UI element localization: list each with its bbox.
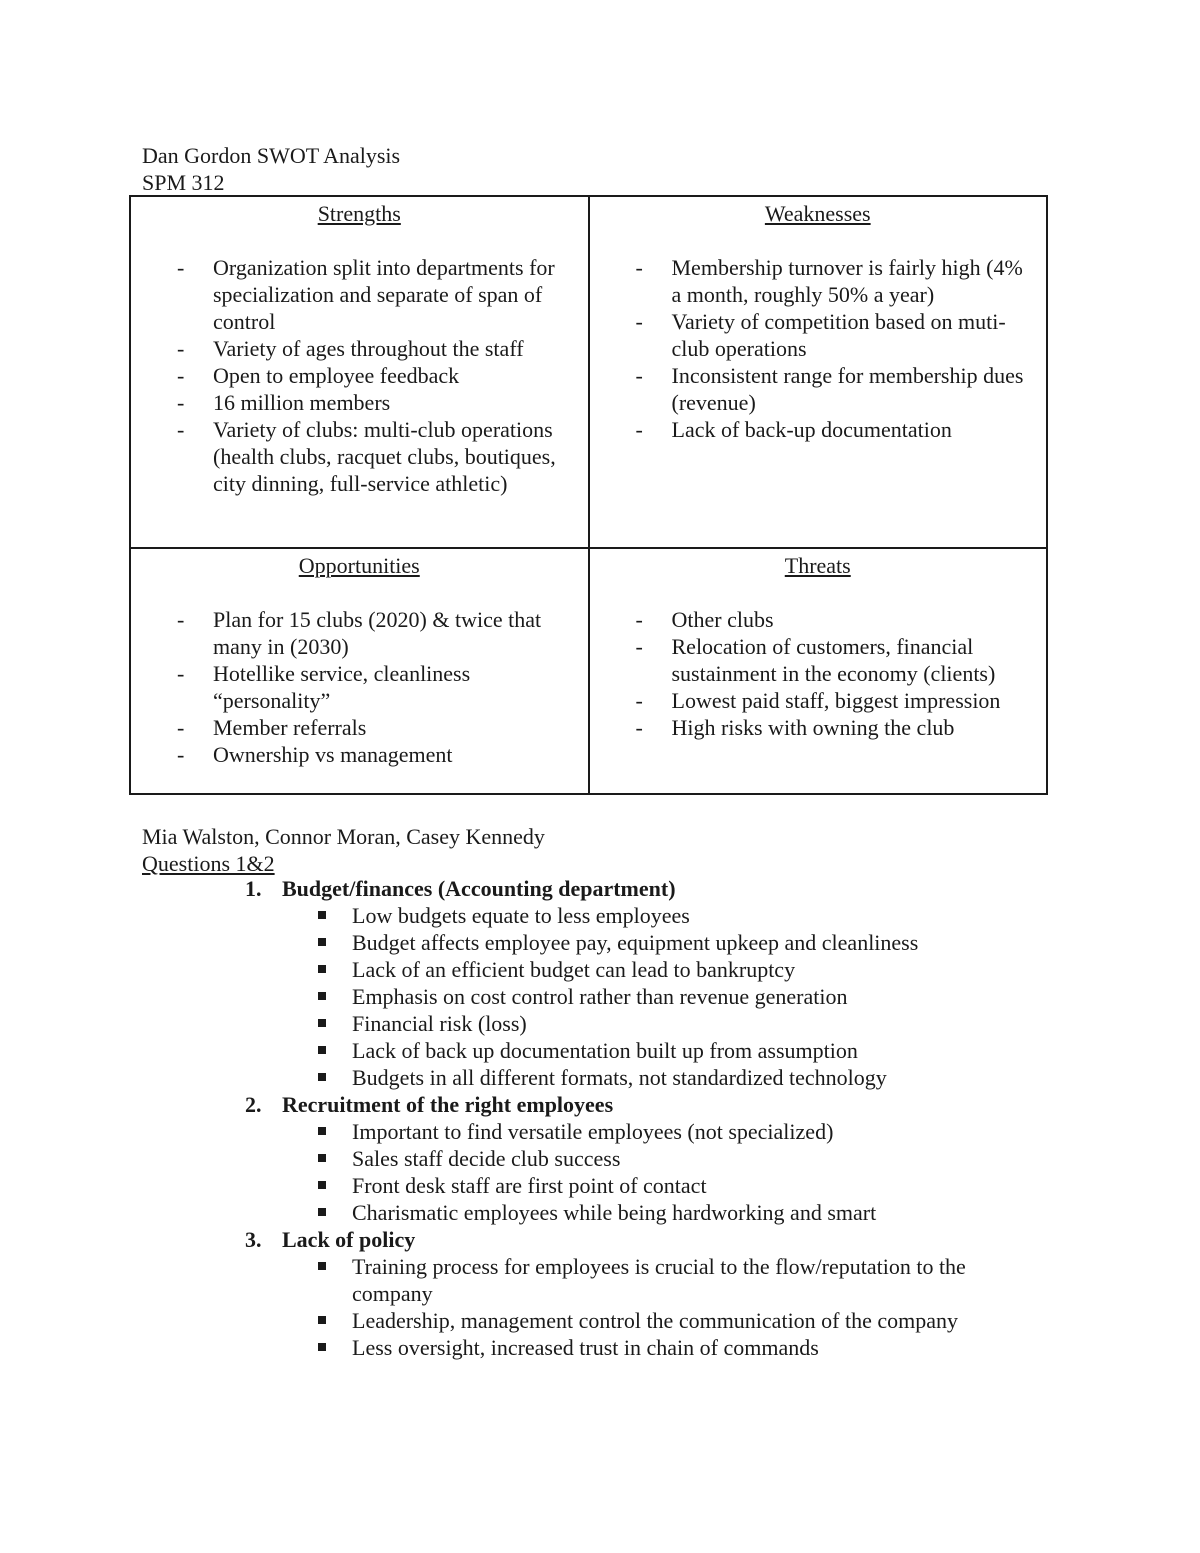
square-bullet-icon [318, 1073, 326, 1081]
list-item: Budget affects employee pay, equipment upkeep and cleanliness [352, 929, 1042, 956]
threats-heading: Threats [784, 553, 851, 578]
authors-line: Mia Walston, Connor Moran, Casey Kennedy [142, 824, 545, 849]
question-item [142, 1226, 1042, 1361]
list-item: Budgets in all different formats, not standardized technology [352, 1064, 1042, 1091]
question-bullets [282, 1118, 1042, 1226]
opportunities-cell [130, 548, 589, 794]
list-item: - Membership turnover is fairly high (4% a month, roughly 50% a year) [672, 254, 1039, 308]
list-item: Sales staff decide club success [352, 1145, 1042, 1172]
list-item: - Lack of back-up documentation [672, 416, 1039, 443]
swot-table [129, 195, 1048, 795]
list-item: Emphasis on cost control rather than revenue generation [352, 983, 1042, 1010]
list-item: - Other clubs [672, 606, 1039, 633]
document-title: Dan Gordon SWOT Analysis [142, 143, 401, 168]
question-item [142, 1091, 1042, 1226]
opportunities-list [139, 606, 580, 768]
square-bullet-icon [318, 992, 326, 1000]
list-item: Front desk staff are first point of contact [352, 1172, 1042, 1199]
course-code: SPM 312 [142, 170, 225, 195]
list-item: Less oversight, increased trust in chain of commands [352, 1334, 1042, 1361]
question-title: Lack of policy [282, 1227, 416, 1252]
list-item: - Relocation of customers, financial sustainment in the economy (clients) [672, 633, 1039, 687]
list-item: - Plan for 15 clubs (2020) & twice that many in (2030) [213, 606, 580, 660]
square-bullet-icon [318, 1316, 326, 1324]
list-item: - Open to employee feedback [213, 362, 580, 389]
list-item: - Variety of competition based on muti-club operations [672, 308, 1039, 362]
list-item: - Variety of ages throughout the staff [213, 335, 580, 362]
weaknesses-heading: Weaknesses [764, 201, 871, 226]
question-number: 3. [245, 1227, 262, 1252]
question-number: 2. [245, 1092, 262, 1117]
list-item: - Hotellike service, cleanliness “personality” [213, 660, 580, 714]
list-item: - Lowest paid staff, biggest impression [672, 687, 1039, 714]
square-bullet-icon [318, 1127, 326, 1135]
list-item: Important to find versatile employees (not specialized) [352, 1118, 1042, 1145]
list-item: Training process for employees is crucial to the flow/reputation to the company [352, 1253, 1042, 1307]
list-item: - Member referrals [213, 714, 580, 741]
list-item: - 16 million members [213, 389, 580, 416]
square-bullet-icon [318, 938, 326, 946]
square-bullet-icon [318, 911, 326, 919]
square-bullet-icon [318, 1343, 326, 1351]
question-title: Budget/finances (Accounting department) [282, 876, 676, 901]
questions-label: Questions 1&2 [142, 851, 275, 876]
question-bullets [282, 902, 1042, 1091]
strengths-list [139, 254, 580, 497]
strengths-cell [130, 196, 589, 548]
square-bullet-icon [318, 1262, 326, 1270]
document-header [142, 142, 400, 196]
list-item: - Ownership vs management [213, 741, 580, 768]
list-item: - High risks with owning the club [672, 714, 1039, 741]
list-item: - Organization split into departments for specialization and separate of span of control [213, 254, 580, 335]
list-item: Lack of back up documentation built up from assumption [352, 1037, 1042, 1064]
square-bullet-icon [318, 1208, 326, 1216]
list-item: Lack of an efficient budget can lead to bankruptcy [352, 956, 1042, 983]
opportunities-heading: Opportunities [298, 553, 420, 578]
question-title: Recruitment of the right employees [282, 1092, 614, 1117]
question-bullets [282, 1253, 1042, 1361]
list-item: - Variety of clubs: multi-club operations (health clubs, racquet clubs, boutiques, city dinning, full-service athletic) [213, 416, 580, 497]
square-bullet-icon [318, 965, 326, 973]
square-bullet-icon [318, 1019, 326, 1027]
weaknesses-cell [589, 196, 1048, 548]
list-item: Charismatic employees while being hardworking and smart [352, 1199, 1042, 1226]
question-item [142, 875, 1042, 1091]
list-item: Leadership, management control the communication of the company [352, 1307, 1042, 1334]
square-bullet-icon [318, 1181, 326, 1189]
threats-cell [589, 548, 1048, 794]
strengths-heading: Strengths [317, 201, 401, 226]
list-item: Financial risk (loss) [352, 1010, 1042, 1037]
list-item: Low budgets equate to less employees [352, 902, 1042, 929]
list-item: - Inconsistent range for membership dues (revenue) [672, 362, 1039, 416]
weaknesses-list [598, 254, 1039, 443]
square-bullet-icon [318, 1154, 326, 1162]
square-bullet-icon [318, 1046, 326, 1054]
questions-list [142, 875, 1042, 1361]
question-number: 1. [245, 876, 262, 901]
authors-block [142, 823, 545, 877]
threats-list [598, 606, 1039, 741]
